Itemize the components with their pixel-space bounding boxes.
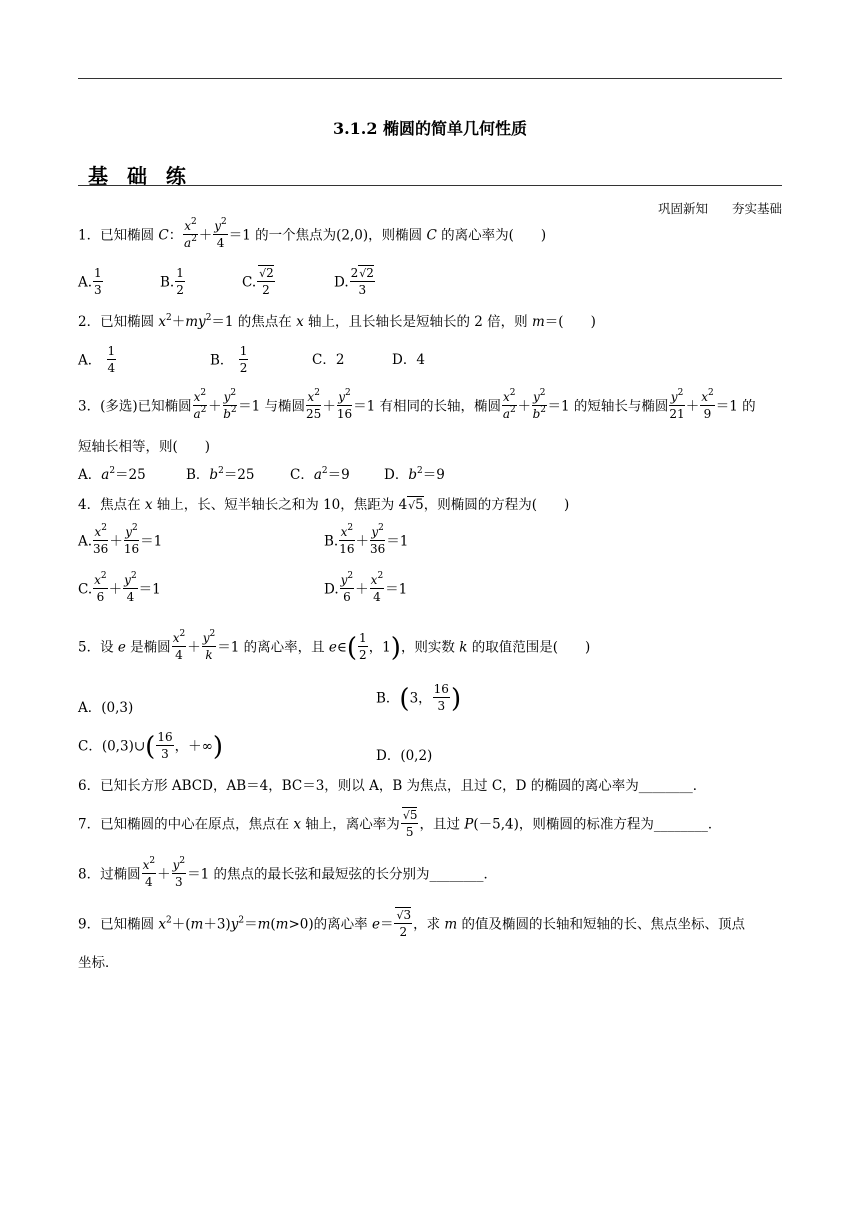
option-d[interactable]: D．4 (392, 352, 425, 368)
option-c[interactable]: C．(0,3)∪( $\frac{16}{3}$ ，＋∞) (78, 730, 223, 762)
header-rule (78, 78, 782, 79)
option-c[interactable]: C. √ $\frac{2}{2}$ (242, 268, 276, 298)
tag-right: 夯实基础 (731, 201, 782, 216)
option-a[interactable]: A．$a^2=25$ (78, 466, 146, 483)
question-1: 1．已知椭圆 C： $\frac{x^2}{a^2}$ ＋ $\frac{y^2}{4}$ ＝1 的一个焦点为(2,0)，则椭圆 C 的离心率为( ) (78, 217, 547, 250)
section-rule (78, 185, 782, 186)
question-3: 3．(多选)已知椭圆 $\frac{x^2}{a^2}$ ＋ $\frac{y^2}{b^2}$ ＝1 与椭圆 $\frac{x^2}{25}$ ＋ $\frac{y^2}{16}$ ＝1 有相同的长轴，椭圆 $\frac{x^2}{a^2}$ ＋ $\frac{y^2}{b^2}$ ＝1 的短轴长与椭圆 $\frac{y^2}{21}$ ＋ $\frac{x^2}{9}$ ＝1 的 (78, 388, 756, 421)
option-b[interactable]: B．(3， $\frac{16}{3}$ ) (376, 682, 462, 714)
option-d[interactable]: D．$b^2=9$ (384, 466, 445, 483)
option-a[interactable]: A．(0,3) (78, 700, 134, 716)
q9-line2: 坐标． (78, 955, 119, 971)
option-a[interactable]: A. $\frac{x^2}{36}$ ＋ $\frac{y^2}{16}$ ＝1 (78, 523, 163, 556)
question-7: 7．已知椭圆的中心在原点，焦点在 x 轴上，离心率为 √ $\frac{5}{5}$ ，且过 P(－5,4)，则椭圆的标准方程为________． (78, 810, 721, 840)
option-c[interactable]: C. $\frac{x^2}{6}$ ＋ $\frac{y^2}{4}$ ＝1 (78, 571, 161, 604)
tag-left: 巩固新知 (657, 201, 708, 216)
fraction: $\frac{x^2}{a^2}$ (184, 217, 197, 250)
option-b[interactable]: B. $\frac{1}{2}$ (160, 266, 184, 297)
option-d[interactable]: D. $\frac{2√ 2}{3}$ (334, 268, 376, 298)
option-b[interactable]: B． $\frac{1}{2}$ (210, 344, 248, 375)
option-b[interactable]: B. $\frac{x^2}{16}$ ＋ $\frac{y^2}{36}$ ＝1 (324, 523, 409, 556)
page-title: 3.1.2 椭圆的简单几何性质 (332, 119, 528, 138)
section-tagline (634, 199, 782, 217)
question-4: 4．焦点在 x 轴上，长、短半轴长之和为 10，焦距为 4√ 5，则椭圆的方程为( ) (78, 499, 569, 513)
question-8: 8．过椭圆 $\frac{x^2}{4}$ ＋ $\frac{y^2}{3}$ ＝1 的焦点的最长弦和最短弦的长分别为________． (78, 856, 498, 889)
question-2: 2．已知椭圆 $x^2+my^2=1$ 的焦点在 x 轴上，且长轴长是短轴长的 2 倍，则 m＝( ) (78, 313, 596, 330)
section-heading: 基 础 练 (88, 164, 192, 188)
q3-line2: 短轴长相等，则( ) (78, 439, 211, 455)
option-a[interactable]: A． $\frac{1}{4}$ (78, 344, 116, 375)
option-a[interactable]: A. $\frac{1}{3}$ (78, 266, 102, 297)
question-9: 9．已知椭圆 $x^2+(m+3)y^2=m(m>0)$的离心率 e＝ √ $\frac{3}{2}$ ，求 m 的值及椭圆的长轴和短轴的长、焦点坐标、顶点 (78, 910, 745, 940)
option-c[interactable]: C．2 (312, 352, 345, 368)
option-d[interactable]: D. $\frac{y^2}{6}$ ＋ $\frac{x^2}{4}$ ＝1 (324, 571, 408, 604)
question-5: 5．设 e 是椭圆 $\frac{x^2}{4}$ ＋ $\frac{y^2}{k}$ ＝1 的离心率，且 e∈( $\frac{1}{2}$ ，1)，则实数 k 的取值范围是( ) (78, 629, 591, 663)
option-c[interactable]: C．$a^2=9$ (290, 466, 350, 483)
question-6: 6．已知长方形 ABCD，AB＝4，BC＝3，则以 A，B 为焦点，且过 C，D 的椭圆的离心率为________． (78, 778, 707, 794)
option-d[interactable]: D．(0,2) (376, 748, 433, 764)
option-b[interactable]: B．$b^2=25$ (186, 466, 255, 483)
